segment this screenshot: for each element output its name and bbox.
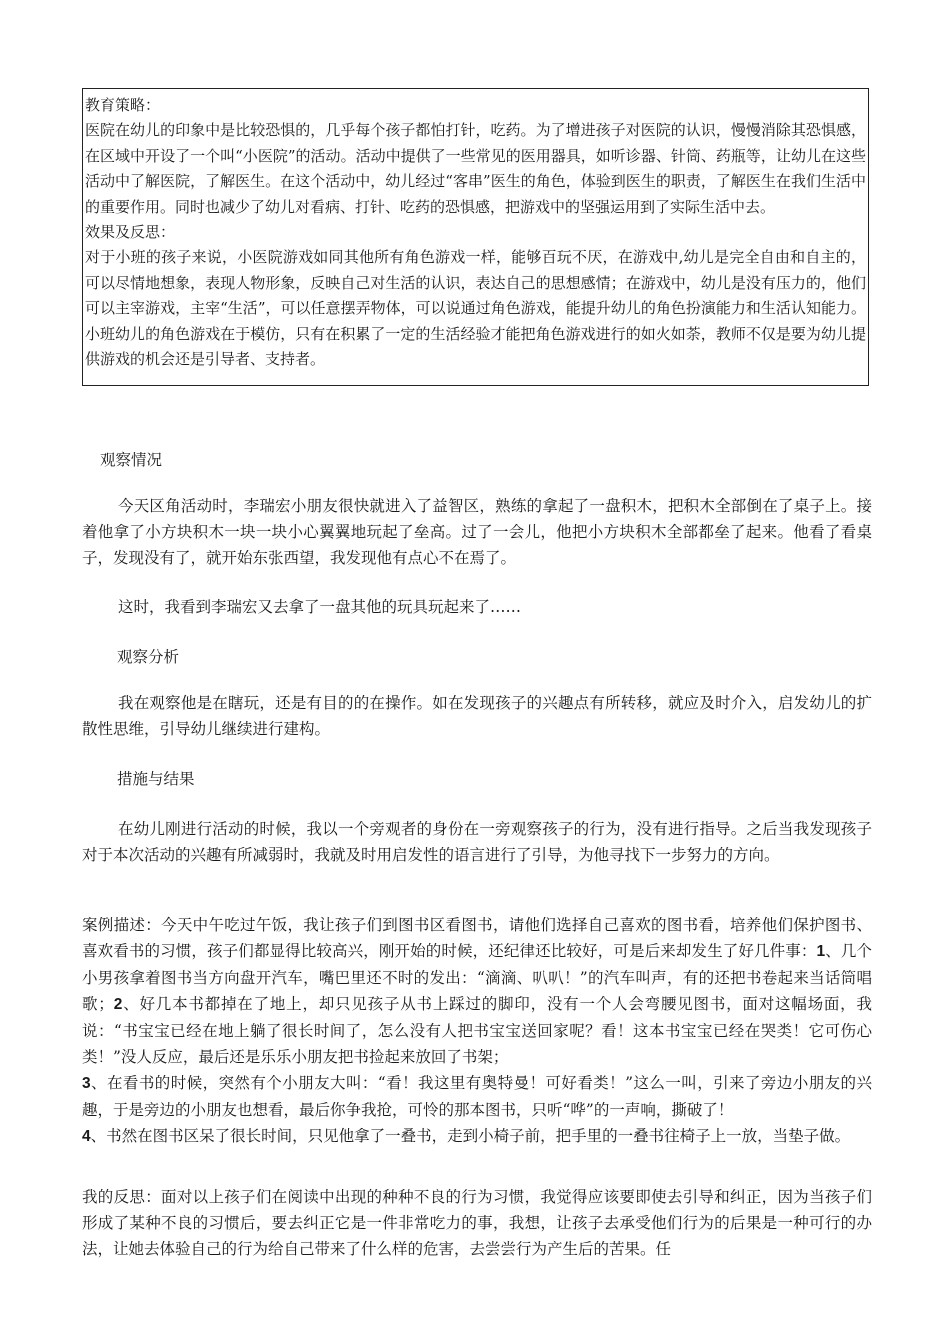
case-item-4: 、书然在图书区呆了很长时间，只见他拿了一叠书，走到小椅子前，把手里的一叠书往椅子上一放，当垫子做。 — [90, 1127, 851, 1145]
strategy-heading: 教育策略： — [85, 96, 161, 114]
strategy-text: 医院在幼儿的印象中是比较恐惧的，几乎每个孩子都怕打针，吃药。为了增进孩子对医院的认识，慢慢消除其恐惧感，在区域中开设了一个叫“小医院”的活动。活动中提供了一些常见的医用器具，如听诊器、针筒、药瓶等，让幼儿在这些活动中了解医院，了解医生。在这个活动中，幼儿经过“客串”医生的角色，体验到医生的职责，了解医生在我们生活中的重要作用。同时也减少了幼儿对看病、打针、吃药的恐惧感，把游戏中的坚强运用到了实际生活中去。 — [85, 121, 866, 216]
analysis-heading: 观察分析 — [117, 648, 180, 666]
reflection-text: 对于小班的孩子来说，小医院游戏如同其他所有角色游戏一样，能够百玩不厌，在游戏中,幼儿是完全自由和自主的，可以尽情地想象，表现人物形象，反映自己对生活的认识，表达自己的思想感情；在游戏中，幼儿是没有压力的，他们可以主宰游戏，主宰“生活”，可以任意摆弄物体，可以说通过角色游戏，能提升幼儿的角色扮演能力和生活认知能力。小班幼儿的角色游戏在于模仿，只有在积累了一定的生活经验才能把角色游戏进行的如火如荼，教师不仅是要为幼儿提供游戏的机会还是引导者、支持者。 — [85, 248, 866, 369]
my-reflection-paragraph: 我的反思：面对以上孩子们在阅读中出现的种种不良的行为习惯，我觉得应该要即使去引导和纠正，因为当孩子们形成了某种不良的习惯后，要去纠正它是一件非常吃力的事，我想，让孩子去承受他们行为的后果是一种可行的办法，让她去体验自己的行为给自己带来了什么样的危害，去尝尝行为产生后的苦果。任 — [82, 1188, 872, 1258]
observation-heading: 观察情况 — [100, 451, 163, 469]
analysis-paragraph: 我在观察他是在瞎玩，还是有目的的在操作。如在发现孩子的兴趣点有所转移，就应及时介入，启发幼儿的扩散性思维，引导幼儿继续进行建构。 — [82, 694, 872, 738]
case-intro: 案例描述：今天中午吃过午饭，我让孩子们到图书区看图书，请他们选择自己喜欢的图书看，培养他们保护图书、喜欢看书的习惯，孩子们都显得比较高兴，刚开始的时候，还纪律还比较好，可是后来却发生了好几件事： — [82, 916, 872, 960]
measures-heading: 措施与结果 — [117, 770, 195, 788]
case-item-number: 4 — [82, 1128, 91, 1145]
observation-paragraph-1: 今天区角活动时，李瑞宏小朋友很快就进入了益智区，熟练的拿起了一盘积木，把积木全部倒在了桌子上。接着他拿了小方块积木一块一块小心翼翼地玩起了垒高。过了一会儿，他把小方块积木全部都垒了起来。他看了看桌子，发现没有了，就开始东张西望，我发现他有点心不在焉了。 — [82, 497, 872, 567]
case-item-number: 2 — [113, 996, 123, 1013]
case-item-2: 、好几本书都掉在了地上，却只见孩子从书上踩过的脚印，没有一个人会弯腰见图书，面对这幅场面，我说：“书宝宝已经在地上躺了很长时间了，怎么没有人把书宝宝送回家呢？看！这本书宝宝已经在哭类！它可伤心类！”没人反应，最后还是乐乐小朋友把书捡起来放回了书架； — [82, 995, 872, 1066]
observation-paragraph-2: 这时，我看到李瑞宏又去拿了一盘其他的玩具玩起来了…… — [118, 598, 522, 616]
case-item-number: 3 — [82, 1075, 91, 1092]
reflection-heading: 效果及反思： — [85, 223, 176, 242]
case-description — [82, 912, 872, 1150]
measures-paragraph: 在幼儿刚进行活动的时候，我以一个旁观者的身份在一旁观察孩子的行为，没有进行指导。之后当我发现孩子对于本次活动的兴趣有所减弱时，我就及时用启发性的语言进行了引导，为他寻找下一步努力的方向。 — [82, 820, 872, 864]
case-item-number: 1 — [816, 943, 826, 960]
case-item-3: 、在看书的时候，突然有个小朋友大叫：“看！我这里有奥特曼！可好看类！”这么一叫，引来了旁边小朋友的兴趣，于是旁边的小朋友也想看，最后你争我抢，可怜的那本图书，只听“哗”的一声响，撕破了！ — [82, 1074, 872, 1119]
case-item-1: 、几个小男孩拿着图书当方向盘开汽车，嘴巴里还不时的发出：“滴滴、叭叭！”的汽车叫声，有的还把书卷起来当话筒唱歌； — [82, 942, 872, 1013]
strategy-reflection-box — [82, 88, 869, 386]
